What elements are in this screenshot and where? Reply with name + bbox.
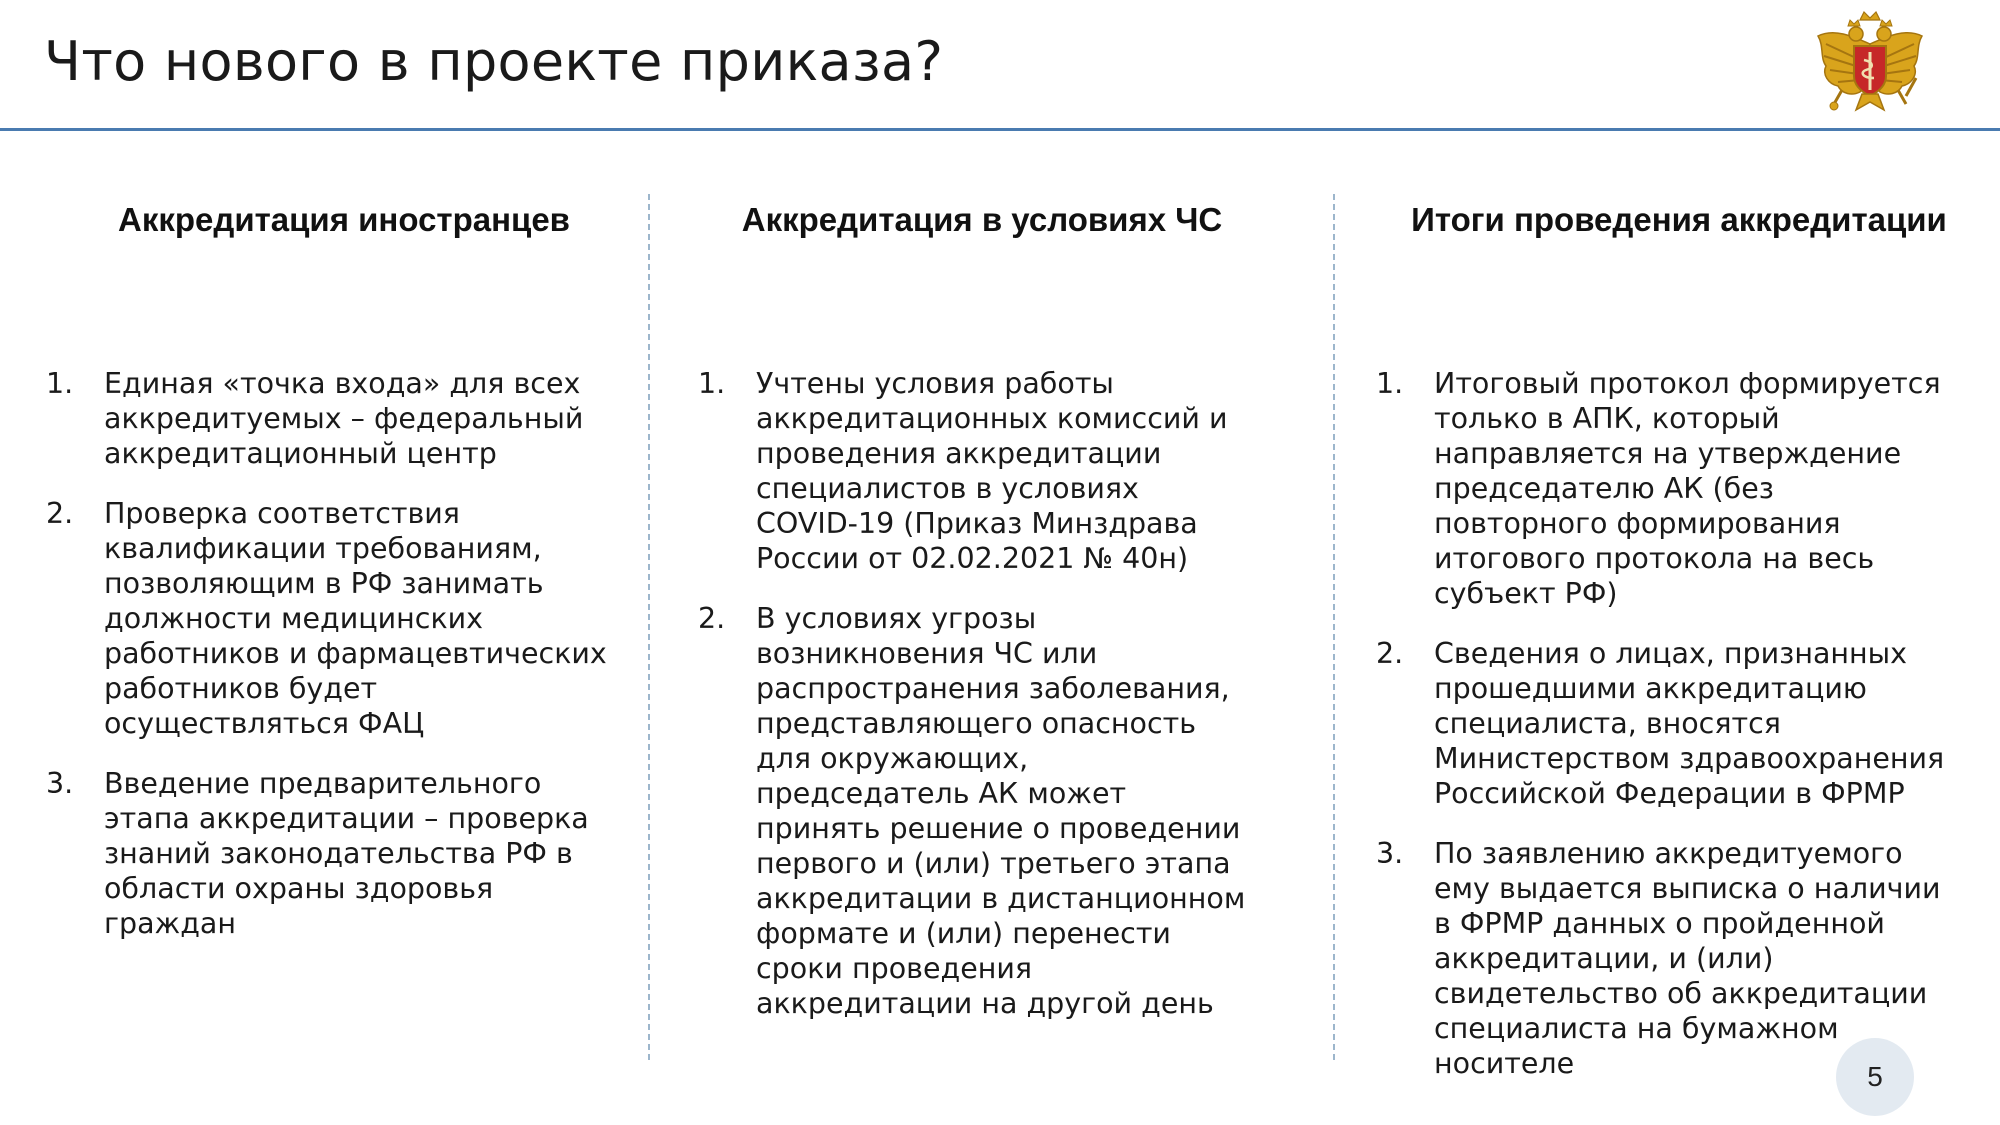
list-item — [696, 366, 1248, 576]
slide-title: Что нового в проекте приказа? — [44, 30, 944, 93]
page-number-badge: 5 — [1836, 1038, 1914, 1116]
list-item — [696, 601, 1248, 1021]
numbered-list — [1374, 366, 1954, 1106]
item-text: Итоговый протокол формируется только в АПК, который направляется на утверждение председателю АК (без повторного формирования итогового протокола на весь субъект РФ) — [1434, 367, 1941, 610]
item-text: Проверка соответствия квалификации требованиям, позволяющим в РФ занимать должности медицинских работников и фармацевтических работников будет осуществляться ФАЦ — [104, 497, 607, 740]
item-number: 3. — [46, 767, 74, 800]
list-item — [1374, 366, 1954, 611]
item-number: 1. — [698, 367, 726, 400]
item-number: 2. — [698, 602, 726, 635]
column-heading: Аккредитация иностранцев — [118, 201, 570, 238]
column-divider-2 — [1333, 194, 1335, 1060]
list-item — [44, 366, 624, 471]
item-number: 1. — [46, 367, 74, 400]
emblem-graphic — [1812, 6, 1928, 124]
item-text: Единая «точка входа» для всех аккредитуемых – федеральный аккредитационный центр — [104, 367, 584, 470]
item-number: 2. — [46, 497, 74, 530]
item-number: 2. — [1376, 637, 1404, 670]
item-number: 1. — [1376, 367, 1404, 400]
column-divider-1 — [648, 194, 650, 1060]
column-heading: Аккредитация в условиях ЧС — [741, 201, 1223, 238]
item-text: По заявлению аккредитуемого ему выдается выписка о наличии в ФРМР данных о пройденной аккредитации, и (или) свидетельство об аккредитации специалиста на бумажном носителе — [1434, 837, 1941, 1080]
item-text: Введение предварительного этапа аккредитации – проверка знаний законодательства РФ в области охраны здоровья граждан — [104, 767, 589, 940]
coat-of-arms-emblem-icon — [1812, 6, 1928, 124]
list-item — [1374, 636, 1954, 811]
title-rule — [0, 128, 2000, 131]
column-foreign-accreditation — [44, 200, 624, 940]
list-item — [44, 496, 624, 741]
numbered-list — [44, 366, 624, 966]
column-accreditation-results — [1374, 200, 1954, 1080]
column-emergency-accreditation — [696, 200, 1248, 1020]
item-text: В условиях угрозы возникновения ЧС или распространения заболевания, представляющего опасность для окружающих, председатель АК может принять решение о проведении первого и (или) третьего этапа аккредитации в дистанционном формате и (или) перенести сроки проведения аккредитации на другой день — [756, 602, 1246, 1020]
item-text: Сведения о лицах, признанных прошедшими аккредитацию специалиста, вносятся Министерством здравоохранения Российской Федерации в ФРМР — [1434, 637, 1945, 810]
numbered-list — [696, 366, 1248, 1046]
list-item — [44, 766, 624, 941]
item-number: 3. — [1376, 837, 1404, 870]
column-heading: Итоги проведения аккредитации — [1411, 201, 1947, 238]
item-text: Учтены условия работы аккредитационных комиссий и проведения аккредитации специалистов в условиях COVID-19 (Приказ Минздрава России от 02.02.2021 № 40н) — [756, 367, 1228, 575]
